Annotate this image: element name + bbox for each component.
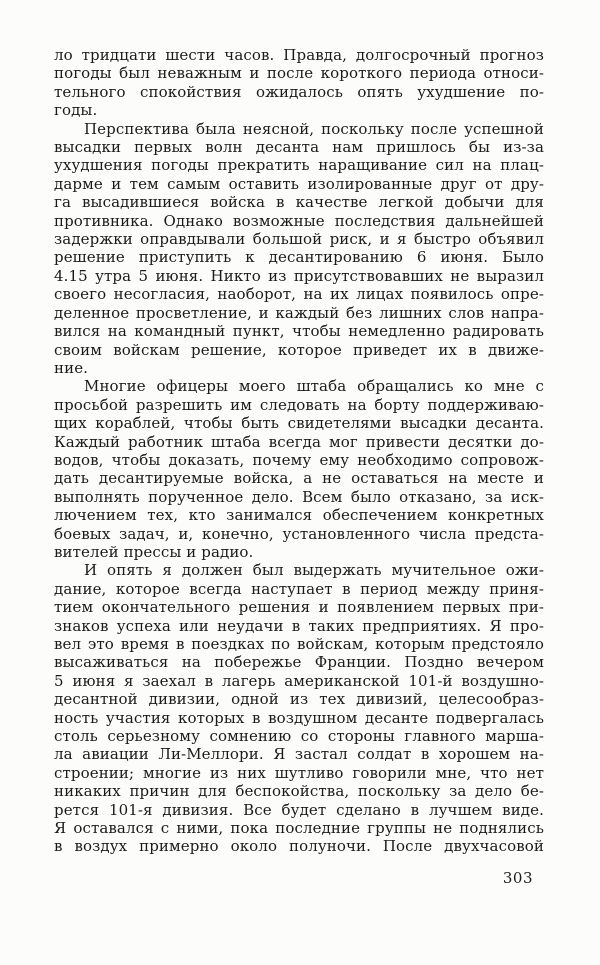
text-line: лючением тех, кто занимался обеспечением конкретных xyxy=(54,506,544,525)
text-line: решение приступить к десантированию 6 июня. Было xyxy=(54,248,544,267)
text-line: высадки первых волн десанта нам пришлось бы из-за xyxy=(54,138,544,157)
text-line: никаких причин для беспокойства, поскольку за дело бе- xyxy=(54,782,544,801)
text-line: вел это время в поездках по войскам, которым предстояло xyxy=(54,635,544,653)
text-line: дать десантируемые войска, а не оставаться на месте и xyxy=(54,469,544,488)
text-line: боевых задач, и, конечно, установленного числа предста- xyxy=(54,524,544,543)
text-line: Я оставался с ними, пока последние группы не поднялись xyxy=(54,819,544,838)
text-line: строении; многие из них шутливо говорили мне, что нет xyxy=(54,763,544,782)
text-line: рется 101-я дивизия. Все будет сделано в лучшем виде. xyxy=(54,800,544,819)
text-line: вителей прессы и радио. xyxy=(54,542,254,561)
text-line: Многие офицеры моего штаба обращались ко мне с xyxy=(84,377,544,396)
text-line: ность участия которых в воздушном десанте подвергалась xyxy=(54,708,544,727)
text-line: столь серьезному сомнению со стороны главного марша- xyxy=(54,727,544,746)
text-line: годы. xyxy=(54,101,98,120)
text-line: просьбой разрешить им следовать на борту поддерживаю- xyxy=(54,395,544,414)
text-block xyxy=(54,46,544,856)
text-line: водов, чтобы доказать, почему ему необходимо сопровож- xyxy=(54,450,544,469)
text-line: тием окончательного решения и появлением первых при- xyxy=(54,598,544,617)
text-line: выполнять порученное дело. Всем было отказано, за иск- xyxy=(54,487,544,506)
text-line: га высадившиеся войска в качестве легкой добычи для xyxy=(54,193,544,212)
text-line: деленное просветление, и каждый без лишних слов напра- xyxy=(54,303,544,322)
text-line: Каждый работник штаба всегда мог привести десятки до- xyxy=(54,432,544,451)
text-line: десантной дивизии, одной из тех дивизий, целесообраз- xyxy=(54,690,544,709)
text-line: Перспектива была неясной, поскольку после успешной xyxy=(84,119,544,138)
text-line: вился на командный пункт, чтобы немедленно радировать xyxy=(54,322,544,341)
text-line: знаков успеха или неудачи в таких предприятиях. Я про- xyxy=(54,616,544,635)
text-line: погоды был неважным и после короткого периода относи- xyxy=(54,64,544,83)
text-line: тельного спокойствия ожидалось опять ухудшение по- xyxy=(54,82,544,101)
text-line: дание, которое всегда наступает в период между приня- xyxy=(54,579,544,598)
text-line: 4.15 утра 5 июня. Никто из присутствовавших не выразил xyxy=(54,266,544,285)
text-line: И опять я должен был выдержать мучительное ожи- xyxy=(84,561,544,580)
text-line: ние. xyxy=(54,358,89,377)
text-line: в воздух примерно около полуночи. После двухчасовой xyxy=(54,837,544,856)
text-line: щих кораблей, чтобы быть свидетелями высадки десанта. xyxy=(54,414,544,433)
text-line: задержки оправдывали большой риск, и я быстро объявил xyxy=(54,230,544,249)
text-line: противника. Однако возможные последствия дальнейшей xyxy=(54,211,544,230)
text-line: своего несогласия, наоборот, на их лицах появилось опре- xyxy=(54,285,544,304)
text-line: ухудшения погоды прекратить наращивание сил на плац- xyxy=(54,156,544,175)
text-line: своим войскам решение, которое приведет их в движе- xyxy=(54,340,544,359)
page-number: 303 xyxy=(502,869,533,887)
text-line: высаживаться на побережье Франции. Поздно вечером xyxy=(54,653,544,672)
text-line: 5 июня я заехал в лагерь американской 101-й воздушно- xyxy=(54,671,544,690)
text-line: ло тридцати шести часов. Правда, долгосрочный прогноз xyxy=(54,46,544,64)
text-line: ла авиации Ли-Меллори. Я застал солдат в хорошем на- xyxy=(54,745,544,764)
text-line: дарме и тем самым оставить изолированные друг от дру- xyxy=(54,174,544,193)
